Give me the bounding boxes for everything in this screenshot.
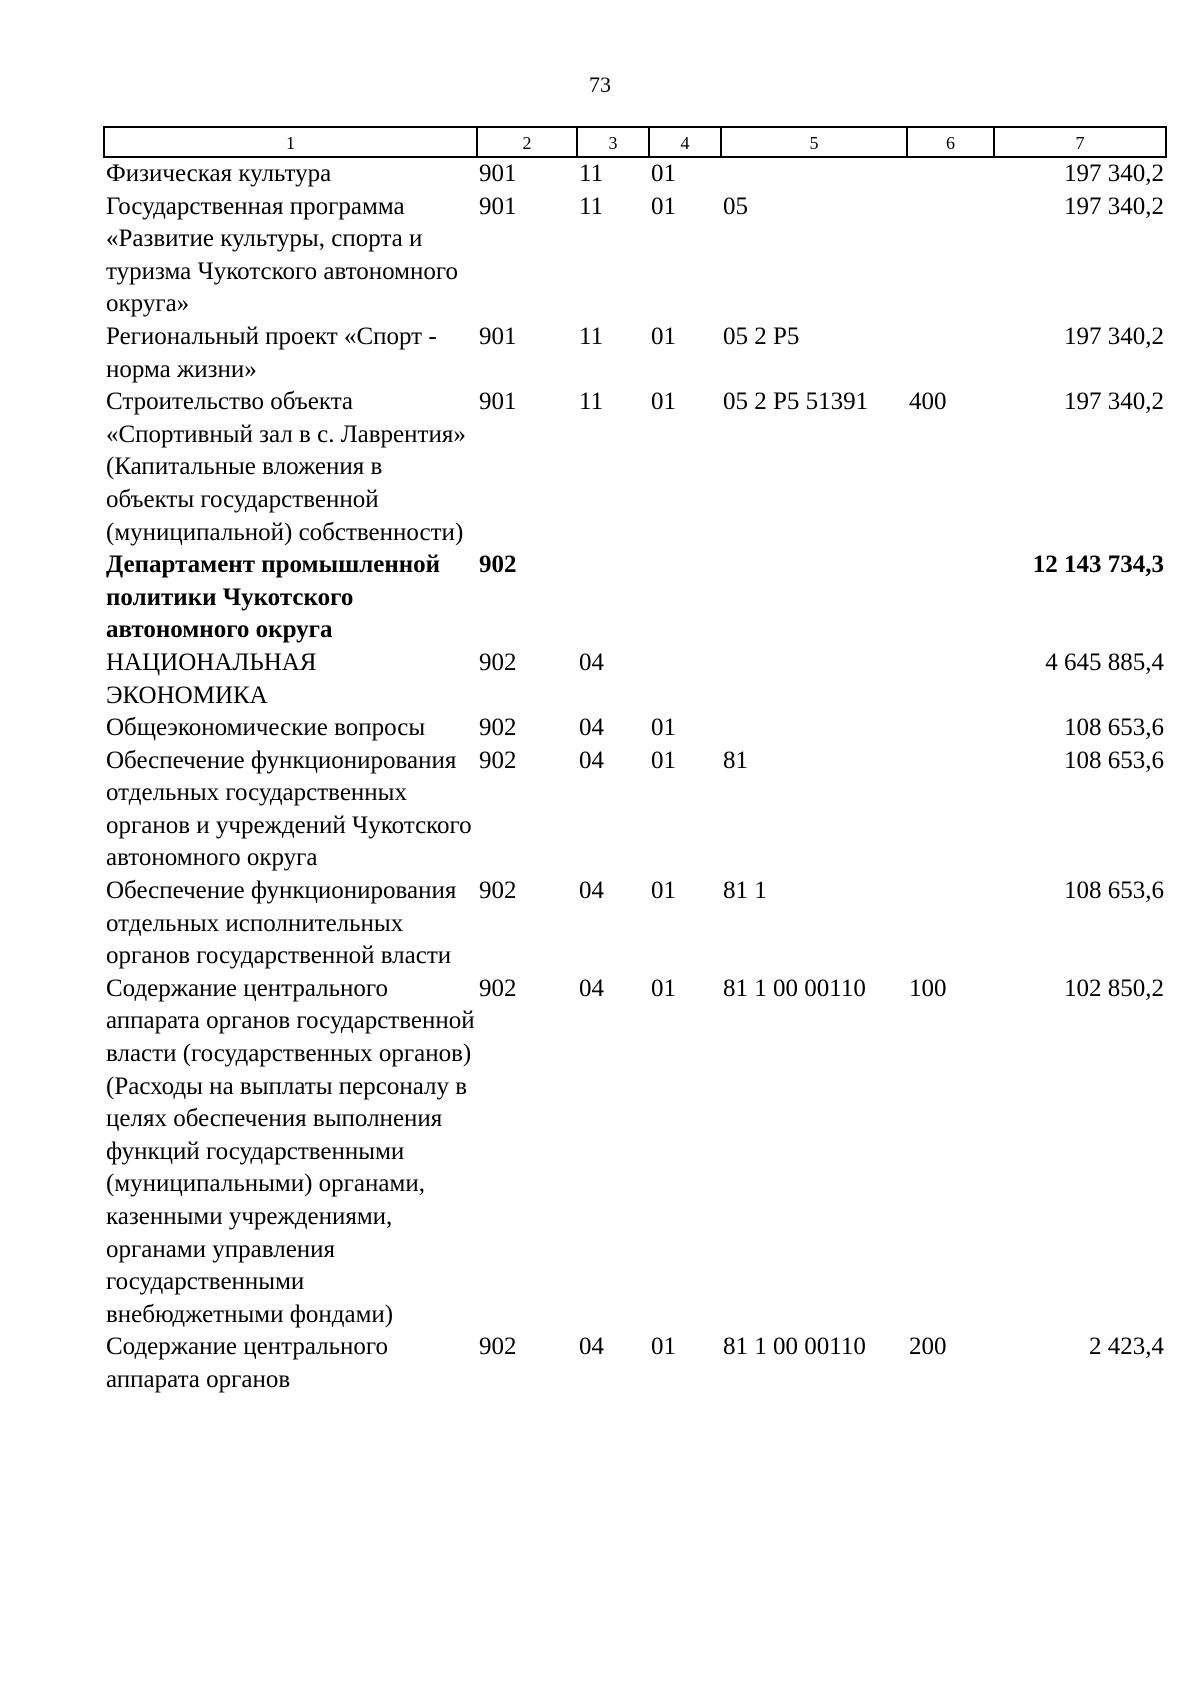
row-ministry-code: 901 bbox=[479, 192, 517, 220]
table-row bbox=[104, 875, 1166, 973]
row-section-code: 11 bbox=[579, 192, 604, 220]
table-header bbox=[104, 127, 1166, 157]
table-row bbox=[104, 745, 1166, 875]
row-expense-type bbox=[907, 157, 994, 191]
row-section-code: 04 bbox=[579, 1333, 604, 1361]
row-name: Департамент промышленной политики Чукотского автономного округа bbox=[106, 551, 441, 644]
header-row bbox=[104, 127, 1166, 157]
row-target-article bbox=[721, 549, 907, 647]
row-expense-type bbox=[907, 321, 994, 386]
row-target-article bbox=[721, 647, 907, 712]
row-subsection-code: 01 bbox=[651, 974, 676, 1002]
row-target-article: 81 1 00 00110 bbox=[723, 974, 866, 1002]
row-subsection-code: 01 bbox=[651, 1333, 676, 1361]
row-expense-type bbox=[907, 191, 994, 321]
row-amount: 108 653,6 bbox=[1064, 877, 1164, 905]
row-section-code: 11 bbox=[579, 388, 604, 416]
header-col-3: 3 bbox=[577, 127, 649, 157]
row-subsection-code: 01 bbox=[651, 160, 676, 187]
header-col-2: 2 bbox=[477, 127, 577, 157]
row-subsection-code: 01 bbox=[651, 322, 676, 350]
row-target-article bbox=[721, 157, 907, 191]
table-row bbox=[104, 157, 1166, 191]
row-ministry-code: 902 bbox=[479, 746, 517, 774]
row-target-article: 05 2 P5 bbox=[723, 322, 800, 350]
row-amount: 12 143 734,3 bbox=[1032, 551, 1164, 579]
row-section-code: 04 bbox=[579, 714, 604, 742]
row-target-article: 05 2 P5 51391 bbox=[723, 388, 869, 416]
header-col-1: 1 bbox=[104, 127, 477, 157]
row-section-code: 11 bbox=[579, 160, 604, 187]
row-expense-type: 400 bbox=[909, 388, 947, 416]
row-ministry-code: 902 bbox=[479, 648, 517, 676]
row-expense-type bbox=[907, 647, 994, 712]
table-row bbox=[104, 973, 1166, 1332]
row-target-article bbox=[721, 712, 907, 745]
row-amount: 108 653,6 bbox=[1064, 746, 1164, 774]
header-col-5: 5 bbox=[721, 127, 907, 157]
row-target-article: 81 1 bbox=[723, 877, 767, 905]
row-subsection-code: 01 bbox=[651, 877, 676, 905]
table-row bbox=[104, 1331, 1166, 1396]
row-subsection-code bbox=[649, 549, 721, 647]
row-expense-type: 100 bbox=[909, 974, 947, 1002]
row-name: Физическая культура bbox=[106, 160, 332, 187]
row-amount: 197 340,2 bbox=[1064, 388, 1164, 416]
row-ministry-code: 902 bbox=[479, 551, 517, 579]
row-subsection-code: 01 bbox=[651, 388, 676, 416]
header-col-4: 4 bbox=[649, 127, 721, 157]
table-row bbox=[104, 191, 1166, 321]
row-expense-type bbox=[907, 875, 994, 973]
row-amount: 197 340,2 bbox=[1064, 160, 1164, 187]
row-section-code: 04 bbox=[579, 877, 604, 905]
row-target-article: 81 bbox=[723, 746, 748, 774]
row-ministry-code: 902 bbox=[479, 1333, 517, 1361]
row-name: Строительство объекта «Спортивный зал в с. Лаврентия» (Капитальные вложения в объекты государственной (муниципальной) собственности) bbox=[106, 388, 466, 546]
row-subsection-code bbox=[649, 647, 721, 712]
row-ministry-code: 902 bbox=[479, 974, 517, 1002]
row-ministry-code: 902 bbox=[479, 877, 517, 905]
row-target-article: 05 bbox=[723, 192, 748, 220]
table-row bbox=[104, 647, 1166, 712]
row-section-code bbox=[577, 549, 649, 647]
row-expense-type bbox=[907, 712, 994, 745]
row-amount: 197 340,2 bbox=[1064, 192, 1164, 220]
row-subsection-code: 01 bbox=[651, 714, 676, 742]
row-amount: 2 423,4 bbox=[1089, 1333, 1164, 1361]
table-row bbox=[104, 321, 1166, 386]
row-name: НАЦИОНАЛЬНАЯ ЭКОНОМИКА bbox=[106, 648, 317, 709]
row-expense-type bbox=[907, 549, 994, 647]
row-expense-type: 200 bbox=[909, 1333, 947, 1361]
row-section-code: 04 bbox=[579, 974, 604, 1002]
row-amount: 4 645 885,4 bbox=[1045, 648, 1164, 676]
row-ministry-code: 901 bbox=[479, 388, 517, 416]
row-name: Содержание центрального аппарата органов государственной власти (государственных органов) (Расходы на выплаты персоналу в целях обеспечения выполнения функций государственными (муниципальными) органами, казенными учреждениями, органами управления государственными внебюджетными фондами) bbox=[106, 974, 475, 1328]
row-amount: 102 850,2 bbox=[1064, 974, 1164, 1002]
row-section-code: 04 bbox=[579, 648, 604, 676]
row-amount: 197 340,2 bbox=[1064, 322, 1164, 350]
row-name: Общеэкономические вопросы bbox=[106, 714, 426, 742]
row-name: Обеспечение функционирования отдельных государственных органов и учреждений Чукотского автономного округа bbox=[106, 746, 472, 872]
row-section-code: 04 bbox=[579, 746, 604, 774]
table-body bbox=[104, 157, 1166, 1397]
row-name: Региональный проект «Спорт - норма жизни» bbox=[106, 322, 437, 383]
row-section-code: 11 bbox=[579, 322, 604, 350]
budget-table bbox=[103, 126, 1167, 1397]
row-subsection-code: 01 bbox=[651, 192, 676, 220]
row-target-article: 81 1 00 00110 bbox=[723, 1333, 866, 1361]
row-ministry-code: 901 bbox=[479, 322, 517, 350]
table-row-department bbox=[104, 549, 1166, 647]
row-expense-type bbox=[907, 745, 994, 875]
row-name: Содержание центрального аппарата органов bbox=[106, 1333, 389, 1393]
table-row bbox=[104, 712, 1166, 745]
row-name: Государственная программа «Развитие культуры, спорта и туризма Чукотского автономного округа» bbox=[106, 192, 458, 318]
header-col-6: 6 bbox=[907, 127, 994, 157]
page-number: 73 bbox=[589, 72, 611, 97]
row-name: Обеспечение функционирования отдельных исполнительных органов государственной власти bbox=[106, 877, 457, 970]
header-col-7: 7 bbox=[994, 127, 1166, 157]
table-row bbox=[104, 386, 1166, 549]
row-subsection-code: 01 bbox=[651, 746, 676, 774]
row-amount: 108 653,6 bbox=[1064, 714, 1164, 742]
row-ministry-code: 901 bbox=[479, 160, 517, 187]
row-ministry-code: 902 bbox=[479, 714, 517, 742]
